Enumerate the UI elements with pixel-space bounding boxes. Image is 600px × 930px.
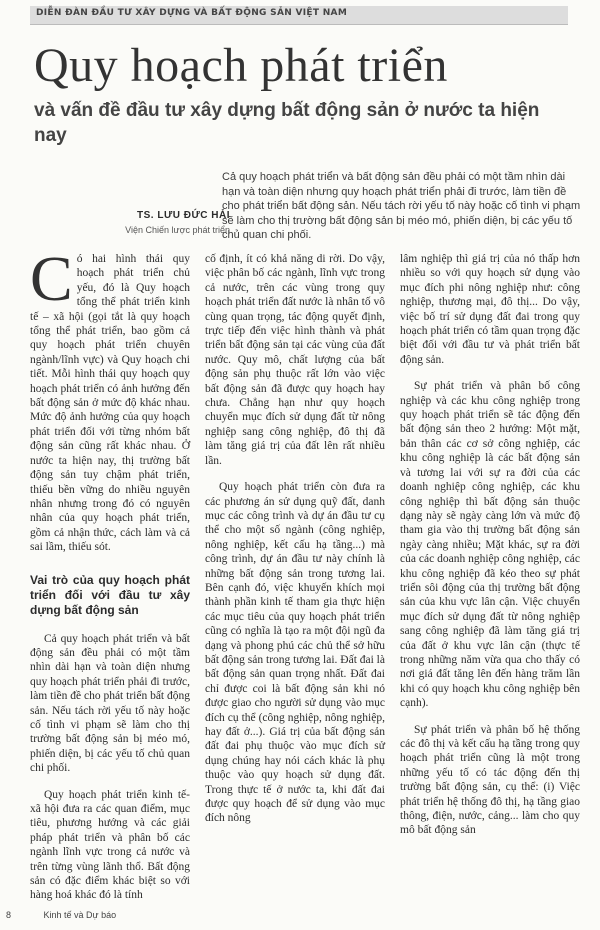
author-block	[110, 210, 230, 235]
section-header-bar	[30, 6, 568, 25]
paragraph-text: ó hai hình thái quy hoạch phát triển chủ yếu, đó là Quy hoạch tổng thể phát triển kinh tế – xã hội (gọi tắt là quy hoạch tổng thể phát triển, bao gồm cả quy hoạch phát triển chuyên ngành/lĩnh vực) và Quy hoạch chi tiết. Mỗi hình thái quy hoạch quy hoạch phát triển có ảnh hưởng đến bất động sản ở mức độ khác nhau. Mức độ ảnh hưởng của quy hoạch phát triển đối với từng nhóm bất động sản cũng rất khác nhau. Ở nước ta hiện nay, thị trường bất động sản tuy chậm phát triển, thiếu bền vững do nhiều nguyên nhân nhưng trong đó có nguyên nhân của quy hoạch phát triển, gồm cả nhận thức, cách làm và cả sai lầm, thiếu sót.	[30, 253, 190, 554]
paragraph: Quy hoạch phát triển còn đưa ra các phương án sử dụng quỹ đất, danh mục các công trình và dự án đầu tư cụ thể cho một số ngành (công nghiệp, nông nghiệp, kết cấu hạ tầng...) mà công trình, dự án đầu tư này chính là những bất động sản trong tương lai. Bên cạnh đó, việc khuyến khích mọi thành phần kinh tế tham gia thực hiện các mục tiêu của quy hoạch phát triển cũng có nghĩa là tạo ra một đội ngũ đa dạng và phong phú các chủ thể sở hữu bất động sản trong tương lai. Đất đai là bất động sản quan trọng nhất. Đất đai chỉ được coi là bất động sản khi nó được giao cho người sử dụng vào mục đích cụ thể (công nghiệp, nông nghiệp, hay đất ở...). Giá trị của bất động sản đất đai phụ thuộc vào mục đích sử dụng chúng hay nói cách khác là phụ thuộc vào quy hoạch sử dụng đất. Trong thực tế ở nước ta, khi đất đai được quy hoạch để sử dụng vào mục đích nông	[205, 481, 385, 825]
publication-name: Kinh tế và Dự báo	[43, 910, 117, 920]
column-3	[400, 252, 580, 838]
page-number: 8	[6, 910, 12, 920]
paragraph: Cả quy hoạch phát triển và bất động sản đều phải có một tầm nhìn dài hạn và toàn diện nhưng quy hoạch phát triển phải đi trước, làm tiền đề cho phát triển bất động sản. Nếu tách rời yếu tố này hoặc cố tình vi phạm sẽ làm cho thị trường bất động sản bị méo mó, phiến diện, bị các yếu tố chủ quan chi phối.	[30, 632, 190, 775]
paragraph	[30, 243, 190, 555]
section-heading: Vai trò của quy hoạch phát triển đối với đầu tư xây dựng bất động sản	[30, 572, 190, 617]
paragraph: Sự phát triển và phân bố công nghiệp và các khu công nghiệp trong quy hoạch phát triển sẽ tác động đến bất động sản theo 2 hướng: Một mặt, bản thân các cơ sở công nghiệp, các khu công nghiệp là các bất động sản và tương lai với sự ra đời của các doanh nghiệp công nghiệp, các khu công nghiệp thì bất động sản thuộc dạng này sẽ ngày càng lớn và mức độ tham gia vào thị trường bất động sản ngày càng nhiều; Mặt khác, sự ra đời của các doanh nghiệp công nghiệp, các khu công nghiệp đã kéo theo sự phát triển sôi động của thị trường bất động sản của khu vực lân cận. Việc chuyển mục đích sử dụng đất từ nông nghiệp sang công nghiệp đã làm tăng giá trị của đất ở khu vực lân cận (thực tế trong những năm vừa qua cho thấy có nơi giá đất tăng lên đến hàng trăm lần khi có quy hoạch khu công nghiệp bên cạnh).	[400, 380, 580, 710]
author-name: TS. LƯU ĐỨC HẢI	[137, 210, 230, 221]
paragraph: Quy hoạch phát triển kinh tế- xã hội đưa ra các quan điểm, mục tiêu, phương hướng và các giải pháp phát triển và phân bố các ngành lĩnh vực trong cả nước và trên từng vùng lãnh thổ. Bất động sản có đặc điểm khác biệt so với hàng hoá khác đó là tính	[30, 788, 190, 902]
article-lead: Cả quy hoạch phát triển và bất động sản đều phải có một tầm nhìn dài hạn và toàn diện nhưng quy hoạch phát triển phải đi trước, làm tiền đề cho phát triển bất động sản. Nếu tách rời yếu tố này hoặc cố tình vi phạm sẽ làm cho thị trường bất động sản bị méo mó, phiến diện, bị các yếu tố chủ quan chi phối.	[222, 171, 581, 241]
article-title: Quy hoạch phát triển	[34, 39, 448, 92]
drop-cap: C	[30, 243, 73, 314]
author-affiliation: Viện Chiến lược phát triển	[125, 225, 230, 235]
column-2	[205, 252, 385, 826]
article-subtitle: và vấn đề đầu tư xây dựng bất động sản ở nước ta hiện nay	[34, 100, 540, 146]
section-label: DIỄN ĐÀN ĐẦU TƯ XÂY DỰNG VÀ BẤT ĐỘNG SẢN VIỆT NAM	[36, 8, 348, 18]
paragraph: lâm nghiệp thì giá trị của nó thấp hơn nhiều so với quy hoạch sử dụng vào mục đích phi nông nghiệp như: công nghiệp, thương mại, đô thị... Do vậy, việc bố trí sử dụng đất đai trong quy hoạch phát triển có tầm quan trọng đặc biệt đối với đầu tư và phát triển bất động sản.	[400, 253, 580, 366]
column-1	[30, 243, 190, 903]
paragraph: cố định, ít có khả năng di rời. Do vậy, việc phân bố các ngành, lĩnh vực trong cả nước, trên các vùng trong quy hoạch phát triển đất nước là nhân tố vô cùng quan trọng, tác động quyết định, trực tiếp đến việc hình thành và phát triển bất động sản tại các vùng của đất nước. Quy mô, chất lượng của bất động sản phụ thuộc rất lớn vào việc bất động sản đã được quy hoạch hay chưa. Chẳng hạn như quy hoạch chuyển mục đích sử dụng đất từ nông nghiệp sang công nghiệp, đô thị đã làm tăng giá trị của đất lên rất nhiều lần.	[205, 253, 385, 467]
paragraph: Sự phát triển và phân bố hệ thống các đô thị và kết cấu hạ tầng trong quy hoạch phát triển cũng là một trong những yếu tố có tác động đến thị trường bất động sản, cụ thể: (i) Việc phát triển hệ thống đô thị, hạ tầng giao thông, điện, nước, cảng... làm cho quy mô bất động sản	[400, 723, 580, 837]
page-footer	[6, 910, 116, 920]
